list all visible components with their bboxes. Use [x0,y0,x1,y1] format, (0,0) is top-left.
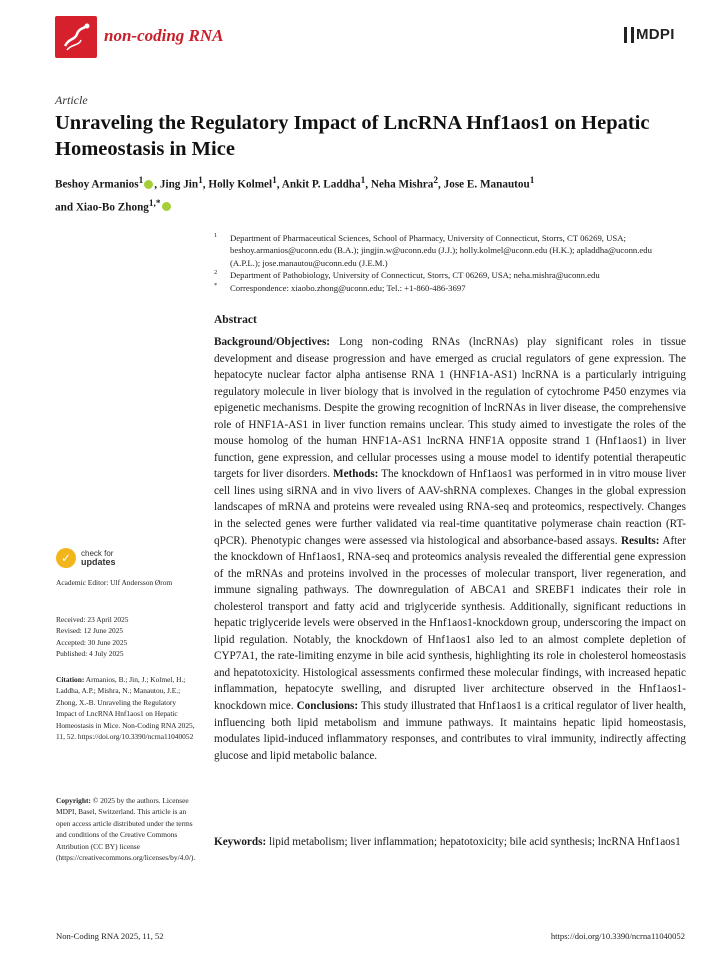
affiliation-number: * [214,281,218,289]
abstract-heading: Abstract [214,314,257,326]
affiliation-number: 1 [214,232,218,239]
check-for-updates-button[interactable] [56,548,116,568]
author-name[interactable]: Jing Jin [159,178,199,191]
citation-label: Citation: [56,675,85,684]
date-published: Published: 4 July 2025 [56,649,124,659]
abstract-background-text: Long non-coding RNAs (lncRNAs) play significant roles in tissue development and disease progression and have emerged as crucial regulators of gene expression. The hepatocyte nuclear factor alpha antisense RNA 1 (HNF1A-AS1) lncRNA is a particularly intriguing regulatory molecule in liver biology that is involved in the regulation of cytochrome P450 enzymes via epigenetic mechanisms. Despite the growing recognition of lncRNAs in liver disease, the comprehensive role of HNF1A-AS1 in liver function remains unclear. This study aimed to investigate the roles of the mouse homolog of the human HNF1A-AS1 lncRNA HNF1A opposite strand 1 (Hnf1aos1) in liver function, gene expression, and cellular processes using a mouse model to identify potential therapeutic targets for liver disorders. [214,336,686,481]
orcid-icon[interactable] [144,180,153,189]
keywords-label: Keywords: [214,836,267,848]
orcid-icon[interactable] [162,202,171,211]
check-updates-icon: ✓ [56,548,76,568]
footer-citation: Non-Coding RNA 2025, 11, 52 [56,931,164,941]
author-name[interactable]: Holly Kolmel [208,178,273,191]
abstract-body [214,334,686,764]
citation-block [56,674,196,742]
author-affil-sup: 1 [529,176,535,186]
publisher-name: MDPI [636,26,675,43]
date-accepted: Accepted: 30 June 2025 [56,637,128,647]
date-revised: Revised: 12 June 2025 [56,626,124,636]
affiliation-item [214,269,684,281]
author-affil-sup: 1,* [148,198,161,209]
footer-doi-link[interactable]: https://doi.org/10.3390/ncrna11040052 [550,931,685,941]
author-name[interactable]: Neha Mishra [370,178,434,191]
abstract-methods-label: Methods: [333,468,379,481]
author-affil-sup: 1 [138,176,144,186]
publisher-logo [624,26,675,43]
author-name[interactable]: Jose E. Manautou [443,178,530,191]
article-title: Unraveling the Regulatory Impact of LncRNA Hnf1aos1 on Hepatic Homeostasis in Mice [55,112,650,160]
abstract-conclusions-text: This study illustrated that Hnf1aos1 is a critical regulator of liver health, influencing both lipid metabolism and immune pathways. It maintains hepatic lipid homeostasis, modulates lipid-induced inflammatory responses, and contributes to viral immunity, indirectly affecting glucose and lipid metabolic balance. [214,700,686,762]
affiliation-item [214,232,684,269]
author-affil-sup: 1 [360,176,366,186]
keywords [214,834,686,851]
abstract-results-text: After the knockdown of Hnf1aos1, RNA-seq and proteomics analysis revealed the differential gene expression of the mRNAs and proteins involved in the processes of molecular transport, liver regeneration, and immune signaling pathways. The downregulation of ABCA1 and SREBF1 indicates their role in cholesterol transport and fatty acid and triglyceride synthesis. Additionally, significant reductions in hepatic triglyceride levels were observed in the Hnf1aos1-knockdown group, underscoring the impact on lipid regulation. Notably, the knockdown of Hnf1aos1 also led to an almost complete depletion of CYP7A1, the rate-limiting enzyme in bile acid synthesis, highlighting its role in cholesterol homeostasis and hepatotoxicity. Histological assessments confirmed these molecular findings, with increased hepatic inflammation, hepatocyte swelling, and disrupted liver architecture observed in the Hnf1aos1-knockdown mice. [214,534,686,713]
article-type: Article [55,93,88,107]
author-list: Beshoy Armanios$^1$ , Jing Jin$^1$, Holly Kolmel$^1$, Ankit P. Laddha$^1$, Neha Mishra$^2$, Jose E. Manautou$^1$ and Xiao-Bo Zhong$^{1,*}$ [55,176,535,214]
keywords-text: lipid metabolism; liver inflammation; hepatotoxicity; bile acid synthesis; lncRNA Hnf1aos1 [266,836,681,848]
affiliation-item [214,282,684,294]
affiliation-text: Correspondence: xiaobo.zhong@uconn.edu; Tel.: +1-860-486-3697 [230,282,466,293]
copyright-block [56,795,196,863]
publication-dates [56,614,196,660]
abstract-background-label: Background/Objectives: [214,336,331,348]
copyright-text: © 2025 by the authors. Licensee MDPI, Basel, Switzerland. This article is an open access article distributed under the terms and conditions of the Creative Commons Attribution (CC BY) license (https://creativecommons.org/licenses/by/4.0/). [56,796,196,863]
copyright-label: Copyright: [56,796,91,805]
author-name[interactable]: Ankit P. Laddha [281,178,361,191]
abstract-conclusions-label: Conclusions: [296,700,359,713]
citation-text[interactable]: Armanios, B.; Jin, J.; Kolmel, H.; Laddha, A.P.; Mishra, N.; Manautou, J.E.; Zhong, X.-B. Unraveling the Regulatory Impact of LncRNA Hnf1aos1 on Hepatic Homeostasis in Mice. Non-Coding RNA 2025, 11, 52. https://doi.org/10.3390/ncrna11040052 [56,675,195,742]
abstract-results-label: Results: [620,534,660,547]
academic-editor: Academic Editor: Ulf Andersson Ørom [56,578,173,587]
author-name[interactable]: Beshoy Armanios [55,178,139,191]
affiliation-text: Department of Pathobiology, University of Connecticut, Storrs, CT 06269, USA; neha.mishra@uconn.edu [230,270,600,281]
author-affil-sup: 2 [433,176,439,186]
affiliations [214,232,684,294]
author-affil-sup: 1 [272,176,277,186]
author-name[interactable]: and Xiao-Bo Zhong [55,201,149,214]
affiliation-text: Department of Pharmaceutical Sciences, School of Pharmacy, University of Connecticut, Storrs, CT 06269, USA; beshoy.armanios@uconn.edu (B.A.); jingjin.w@uconn.edu (J.J.); holly.kolmel@uconn.edu (H.K.); apladdha@uconn.edu (A.P.L.); jose.manautou@uconn.edu (J.E.M.) [230,233,652,268]
abstract-methods-text: The knockdown of Hnf1aos1 was performed in in vitro mouse liver cell lines using siRNA and in vivo livers of AAV-shRNA complexes. Changes in the global expression landscapes of mRNA and proteins were revealed using RNA-seq and proteomics, respectively. Changes in the selected genes were further validated via real-time quantitative polymerase chain reaction (RT-qPCR). Phenotypic changes were assessed via histological and absorbance-based assays. [214,468,686,547]
check-updates-label [81,549,116,567]
check-updates-line1: check for [81,549,114,558]
check-updates-line2: updates [81,557,116,567]
journal-name: non-coding RNA [104,26,224,45]
affiliation-number: 2 [214,269,218,277]
journal-logo-icon [55,16,97,58]
date-received: Received: 23 April 2025 [56,615,129,624]
publisher-mark-icon [624,27,634,43]
author-affil-sup: 1 [198,176,203,186]
